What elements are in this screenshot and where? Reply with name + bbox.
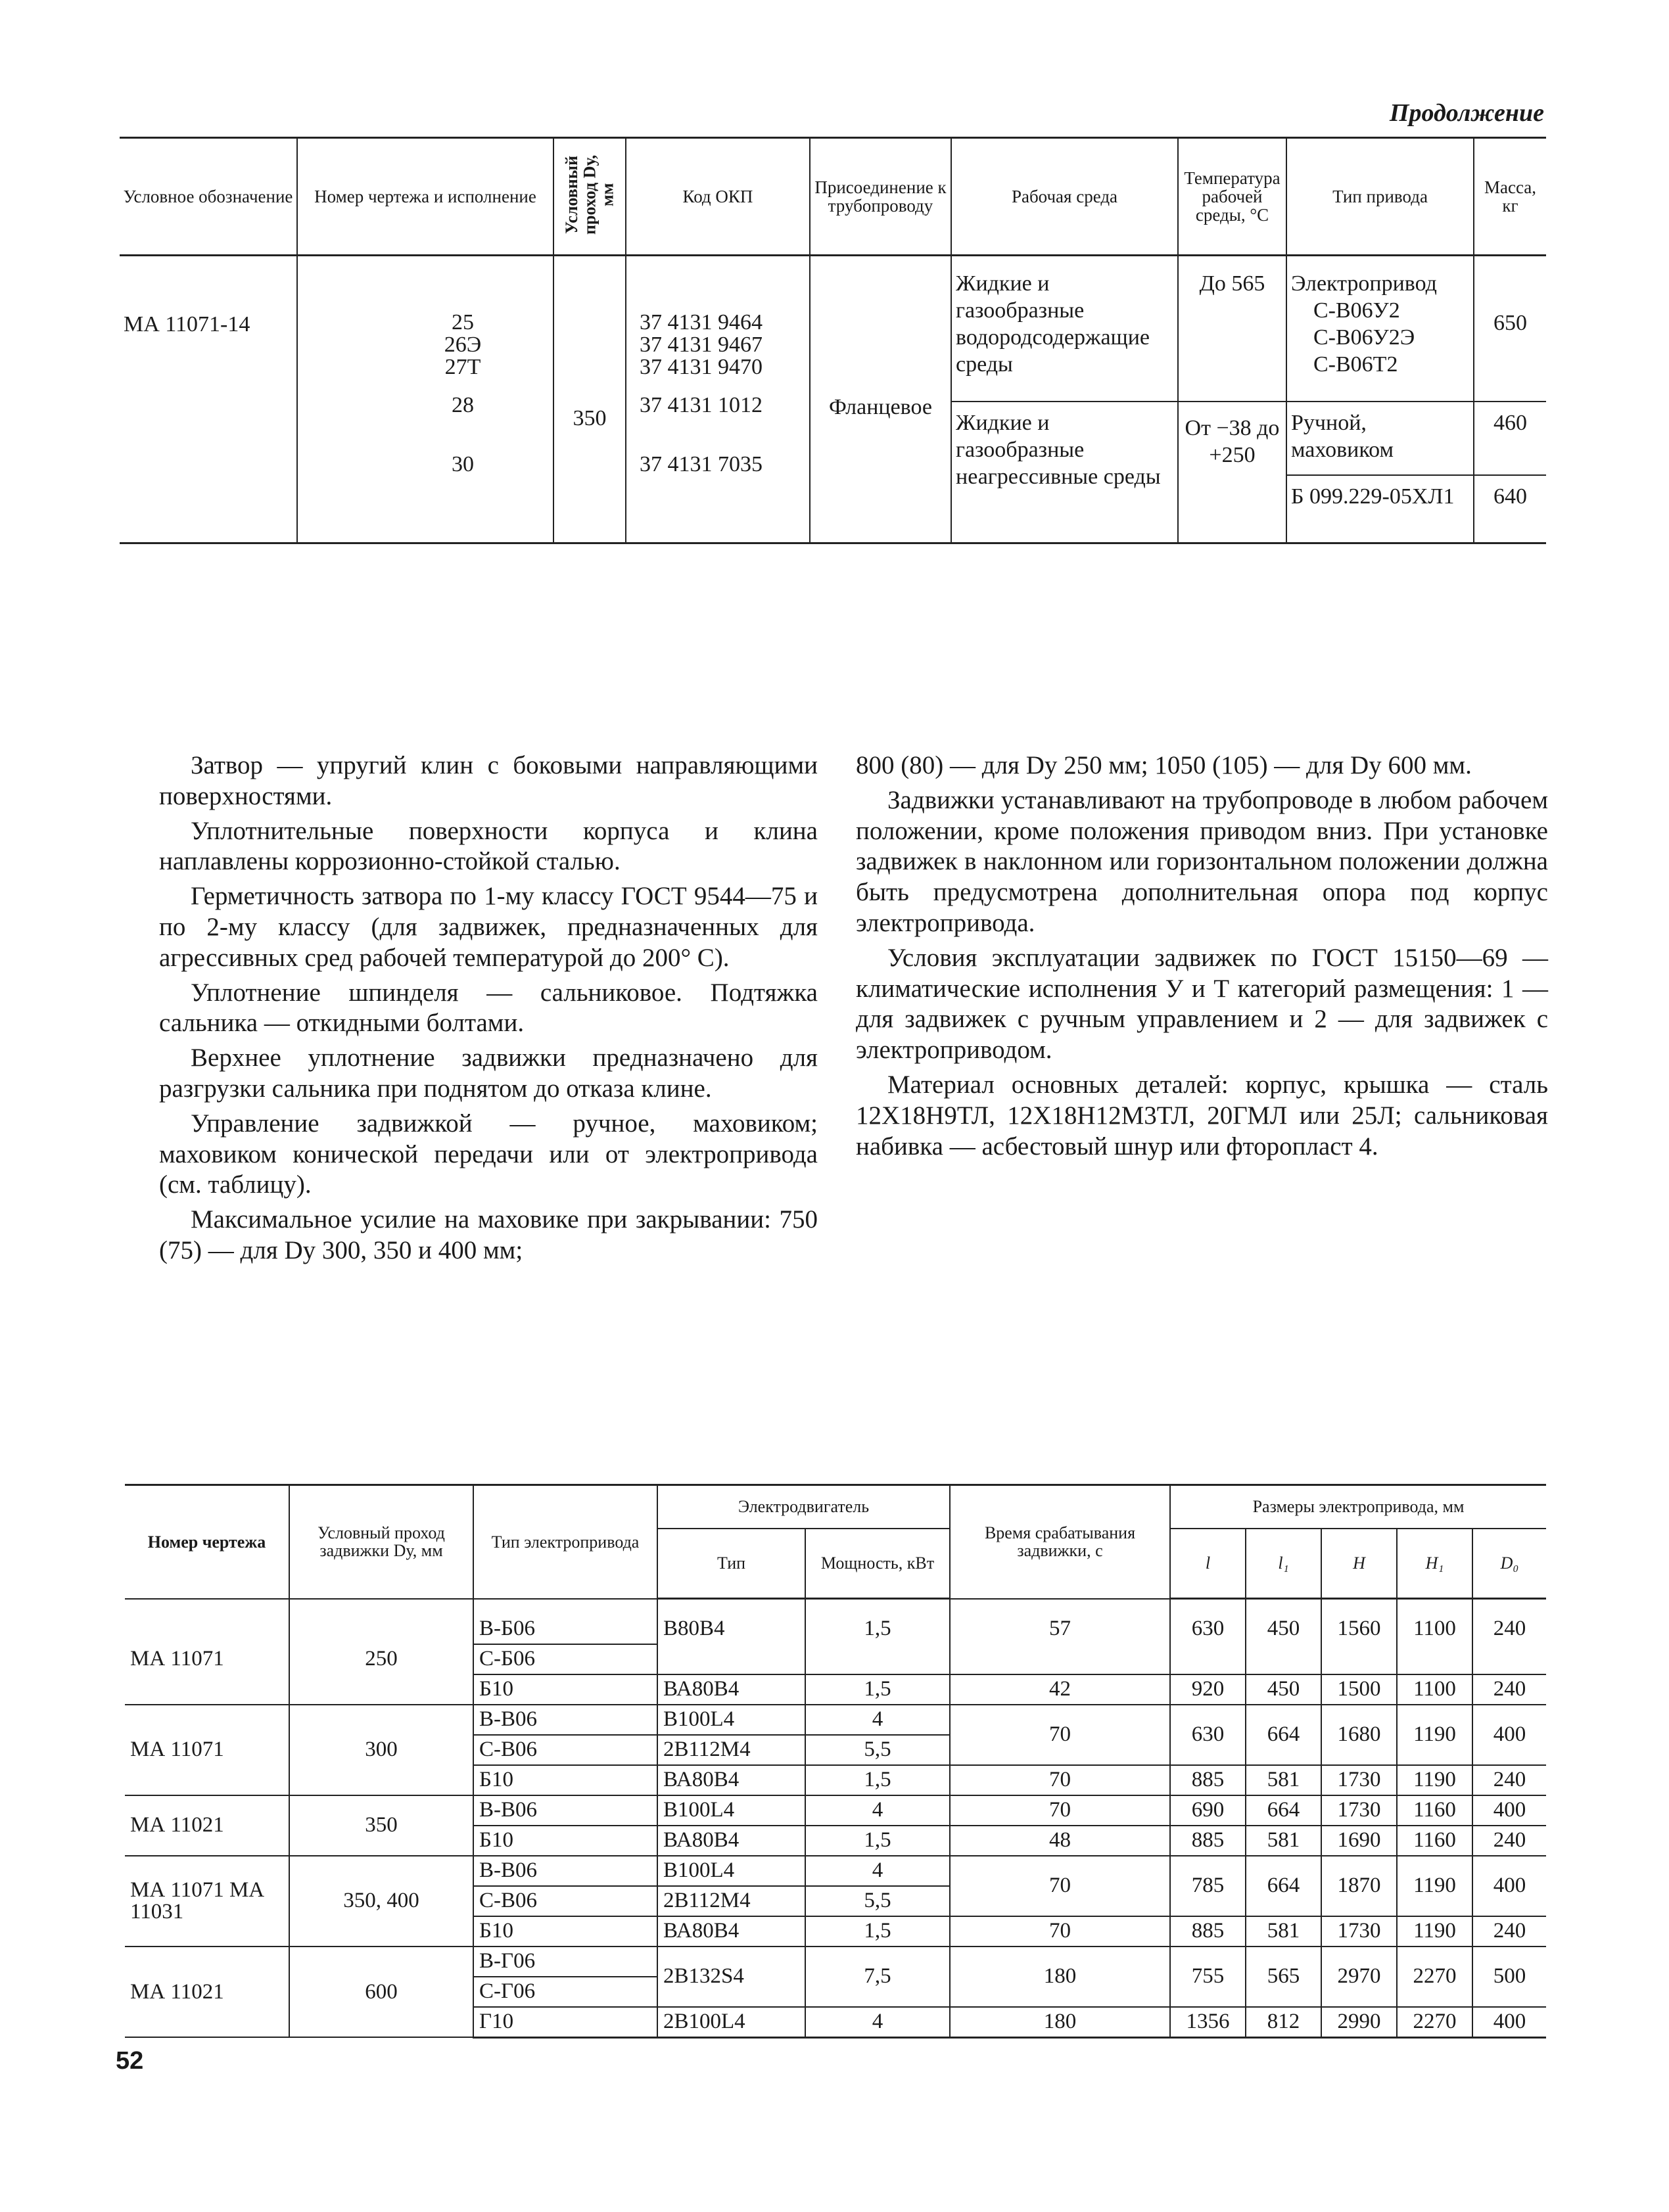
- dn-cell: 250: [289, 1599, 473, 1705]
- designation-cell: МА 11071-14: [120, 256, 297, 543]
- drive-type-cell: В-Б06: [473, 1599, 657, 1644]
- variants-cell: 25 26Э 27Т 28 30: [297, 256, 553, 543]
- paragraph: Максимальное усилие на маховике при закрывании: 750 (75) — для Dу 300, 350 и 400 мм;: [159, 1205, 818, 1264]
- medium-cell: Жидкие и газообразные водородсодержащие среды Жидкие и газообразные неагрессивные среды: [951, 256, 1178, 543]
- connection-cell: Фланцевое: [810, 256, 951, 543]
- dn-cell: 350, 400: [289, 1856, 473, 1947]
- power-cell: 4: [805, 1856, 950, 1886]
- dim-l-cell: 785: [1170, 1856, 1246, 1916]
- power-cell: 4: [805, 1705, 950, 1735]
- time-cell: 57: [950, 1599, 1170, 1674]
- dim-H1-cell: 2270: [1397, 2007, 1472, 2038]
- dim-H-cell: 1730: [1321, 1795, 1397, 1826]
- time-cell: 70: [950, 1765, 1170, 1795]
- paragraph: Управление задвижкой — ручное, маховиком; маховиком конической передачи или от электропривода (см. таблицу).: [159, 1109, 818, 1199]
- motor-type-cell: В100L4: [657, 1705, 805, 1735]
- header-dimensions: Размеры электропривода, мм: [1170, 1485, 1546, 1529]
- dim-l1-cell: 812: [1246, 2007, 1321, 2038]
- dim-l1-cell: 581: [1246, 1765, 1321, 1795]
- dim-H1-cell: 1100: [1397, 1674, 1472, 1705]
- dim-D0-cell: 240: [1472, 1765, 1546, 1795]
- drive-type-cell: В-В06: [473, 1705, 657, 1735]
- time-cell: 70: [950, 1916, 1170, 1947]
- motor-type-cell: 2В100L4: [657, 2007, 805, 2038]
- motor-type-cell: ВА80В4: [657, 1765, 805, 1795]
- motor-type-cell: ВА80В4: [657, 1674, 805, 1705]
- dim-l-cell: 885: [1170, 1916, 1246, 1947]
- dim-l1-cell: 581: [1246, 1826, 1321, 1856]
- power-cell: 7,5: [805, 1947, 950, 2007]
- drive-type-cell: Б10: [473, 1765, 657, 1795]
- paragraph: 800 (80) — для Dу 250 мм; 1050 (105) — для Dу 600 мм.: [856, 751, 1472, 779]
- dim-l-cell: 755: [1170, 1947, 1246, 2007]
- valve-spec-table: [120, 137, 1546, 544]
- header-dn: Условный проход задвижки Dу, мм: [289, 1485, 473, 1599]
- dim-l-cell: 885: [1170, 1826, 1246, 1856]
- dim-H-cell: 2990: [1321, 2007, 1397, 2038]
- motor-type-cell: В100L4: [657, 1795, 805, 1826]
- mass-cell: 650 460 640: [1474, 256, 1546, 543]
- dim-H1-cell: 1190: [1397, 1916, 1472, 1947]
- time-cell: 180: [950, 1947, 1170, 2007]
- continuation-label: Продолжение: [1389, 99, 1544, 127]
- time-cell: 48: [950, 1826, 1170, 1856]
- dim-H-cell: 1730: [1321, 1765, 1397, 1795]
- header-motor: Электродвигатель: [657, 1485, 950, 1529]
- dim-l1-cell: 581: [1246, 1916, 1321, 1947]
- header-designation: Условное обозначение: [120, 138, 297, 256]
- dim-l-cell: 630: [1170, 1705, 1246, 1765]
- motor-type-cell: 2В132S4: [657, 1947, 805, 2007]
- drive-type-cell: С-В06: [473, 1886, 657, 1916]
- paragraph: Уплотнительные поверхности корпуса и клина наплавлены коррозионно-стойкой сталью.: [159, 816, 818, 876]
- drive-type-cell: С-В06: [473, 1735, 657, 1765]
- header-drive-type: Тип электропривода: [473, 1485, 657, 1599]
- paragraph: Условия эксплуатации задвижек по ГОСТ 15150—69 — климатические исполнения У и Т категорий размещения: 1 — для задвижек с ручным управлением и 2 — для задвижек с электроприводом.: [856, 943, 1548, 1065]
- power-cell: 1,5: [805, 1916, 950, 1947]
- power-cell: 1,5: [805, 1674, 950, 1705]
- dim-l-cell: 885: [1170, 1765, 1246, 1795]
- power-cell: 1,5: [805, 1826, 950, 1856]
- header-response-time: Время срабатывания задвижки, с: [950, 1485, 1170, 1599]
- header-H: H: [1321, 1529, 1397, 1599]
- header-l: l: [1170, 1529, 1246, 1599]
- dn-cell: 350: [289, 1795, 473, 1856]
- dim-l1-cell: 664: [1246, 1856, 1321, 1916]
- motor-type-cell: ВА80В4: [657, 1916, 805, 1947]
- dim-H1-cell: 1190: [1397, 1705, 1472, 1765]
- page-number: 52: [116, 2047, 144, 2075]
- header-drawing: Номер чертежа: [125, 1485, 289, 1599]
- drawing-cell: МА 11071: [125, 1705, 289, 1795]
- power-cell: 1,5: [805, 1599, 950, 1674]
- table-row: [125, 1705, 1546, 1735]
- motor-type-cell: ВА80В4: [657, 1826, 805, 1856]
- header-D0: D₀: [1472, 1529, 1546, 1599]
- power-cell: 4: [805, 1795, 950, 1826]
- power-cell: 5,5: [805, 1735, 950, 1765]
- motor-type-cell: В80В4: [657, 1599, 805, 1674]
- dim-D0-cell: 240: [1472, 1674, 1546, 1705]
- time-cell: 70: [950, 1856, 1170, 1916]
- paragraph: Уплотнение шпинделя — сальниковое. Подтяжка сальника — откидными болтами.: [159, 978, 818, 1038]
- drive-type-cell: В-В06: [473, 1856, 657, 1886]
- power-cell: 5,5: [805, 1886, 950, 1916]
- drive-type-cell: Г10: [473, 2007, 657, 2038]
- header-l1: l₁: [1246, 1529, 1321, 1599]
- dim-D0-cell: 240: [1472, 1826, 1546, 1856]
- drive-type-cell: Б10: [473, 1916, 657, 1947]
- drawing-cell: МА 11021: [125, 1795, 289, 1856]
- header-power: Мощность, кВт: [805, 1529, 950, 1599]
- drive-type-cell: С-Б06: [473, 1644, 657, 1674]
- dim-l1-cell: 664: [1246, 1705, 1321, 1765]
- table-row: [125, 1947, 1546, 1977]
- dim-D0-cell: 400: [1472, 1795, 1546, 1826]
- dn-cell: 300: [289, 1705, 473, 1795]
- time-cell: 42: [950, 1674, 1170, 1705]
- paragraph: Верхнее уплотнение задвижки предназначено для разгрузки сальника при поднятом до отказа клине.: [159, 1044, 818, 1103]
- paragraph: Герметичность затвора по 1-му классу ГОСТ 9544—75 и по 2-му классу (для задвижек, предназначенных для агрессивных сред рабочей температурой до 200° С).: [159, 882, 818, 972]
- temperature-cell: До 565 От −38 до +250: [1178, 256, 1286, 543]
- time-cell: 180: [950, 2007, 1170, 2038]
- dim-H1-cell: 2270: [1397, 1947, 1472, 2007]
- dim-H-cell: 2970: [1321, 1947, 1397, 2007]
- drawing-cell: МА 11071 МА 11031: [125, 1856, 289, 1947]
- header-drawing-variant: Номер чертежа и исполнение: [297, 138, 553, 256]
- dim-H1-cell: 1190: [1397, 1765, 1472, 1795]
- table-row: [125, 1795, 1546, 1826]
- dim-H-cell: 1500: [1321, 1674, 1397, 1705]
- dim-D0-cell: 240: [1472, 1916, 1546, 1947]
- paragraph: Затвор — упругий клин с боковыми направляющими поверхностями.: [159, 751, 818, 810]
- dim-H1-cell: 1100: [1397, 1599, 1472, 1674]
- paragraph: Задвижки устанавливают на трубопроводе в любом рабочем положении, кроме положения приводом вниз. При установке задвижек в наклонном или горизонтальном положении должна быть предусмотрена дополнительная опора под корпус электропривода.: [856, 785, 1548, 937]
- header-temperature: Температура рабочей среды, °С: [1178, 138, 1286, 256]
- power-cell: 4: [805, 2007, 950, 2038]
- header-motor-type: Тип: [657, 1529, 805, 1599]
- time-cell: 70: [950, 1705, 1170, 1765]
- header-medium: Рабочая среда: [951, 138, 1178, 256]
- dim-D0-cell: 240: [1472, 1599, 1546, 1674]
- dim-l1-cell: 664: [1246, 1795, 1321, 1826]
- dim-l-cell: 920: [1170, 1674, 1246, 1705]
- header-okp: Код ОКП: [626, 138, 810, 256]
- motor-type-cell: 2В112М4: [657, 1886, 805, 1916]
- dim-l-cell: 1356: [1170, 2007, 1246, 2038]
- dim-D0-cell: 500: [1472, 1947, 1546, 2007]
- dim-H-cell: 1690: [1321, 1826, 1397, 1856]
- dim-H-cell: 1560: [1321, 1599, 1397, 1674]
- dim-l-cell: 690: [1170, 1795, 1246, 1826]
- header-connection: Присоединение к трубопроводу: [810, 138, 951, 256]
- dim-H1-cell: 1160: [1397, 1826, 1472, 1856]
- drive-type-cell: Б10: [473, 1826, 657, 1856]
- header-H1: H₁: [1397, 1529, 1472, 1599]
- dim-H-cell: 1730: [1321, 1916, 1397, 1947]
- body-text-right: [856, 750, 1548, 1166]
- dim-l1-cell: 450: [1246, 1674, 1321, 1705]
- dn-cell: 600: [289, 1947, 473, 2038]
- header-dn: Условный проход Dу, мм: [553, 138, 626, 256]
- drive-type-cell: В-В06: [473, 1795, 657, 1826]
- motor-type-cell: В100L4: [657, 1856, 805, 1886]
- dim-l1-cell: 450: [1246, 1599, 1321, 1674]
- okp-cell: 37 4131 9464 37 4131 9467 37 4131 9470 37 4131 1012 37 4131 7035: [626, 256, 810, 543]
- dim-D0-cell: 400: [1472, 1856, 1546, 1916]
- dim-H-cell: 1870: [1321, 1856, 1397, 1916]
- drawing-cell: МА 11021: [125, 1947, 289, 2038]
- header-mass: Масса, кг: [1474, 138, 1546, 256]
- electric-drive-table: [125, 1484, 1546, 2039]
- dn-cell: 350: [553, 256, 626, 543]
- dim-l1-cell: 565: [1246, 1947, 1321, 2007]
- table-row: [125, 1599, 1546, 1644]
- header-drive-type: Тип привода: [1286, 138, 1474, 256]
- dim-H1-cell: 1190: [1397, 1856, 1472, 1916]
- drive-type-cell: Электропривод С-В06У2 С-В06У2Э С-В06Т2 Ручной, маховиком Б 099.229-05ХЛ1: [1286, 256, 1474, 543]
- power-cell: 1,5: [805, 1765, 950, 1795]
- motor-type-cell: 2В112М4: [657, 1735, 805, 1765]
- drive-type-cell: Б10: [473, 1674, 657, 1705]
- dim-l-cell: 630: [1170, 1599, 1246, 1674]
- body-text-left: [159, 750, 818, 1270]
- drive-type-cell: С-Г06: [473, 1977, 657, 2007]
- dim-D0-cell: 400: [1472, 1705, 1546, 1765]
- time-cell: 70: [950, 1795, 1170, 1826]
- drive-type-cell: В-Г06: [473, 1947, 657, 1977]
- table-row: [125, 1856, 1546, 1886]
- dim-H1-cell: 1160: [1397, 1795, 1472, 1826]
- paragraph: Материал основных деталей: корпус, крышка — сталь 12Х18Н9ТЛ, 12Х18Н12М3ТЛ, 20ГМЛ или 25Л; сальниковая набивка — асбестовый шнур или фторопласт 4.: [856, 1070, 1548, 1161]
- drawing-cell: МА 11071: [125, 1599, 289, 1705]
- dim-H-cell: 1680: [1321, 1705, 1397, 1765]
- dim-D0-cell: 400: [1472, 2007, 1546, 2038]
- table-row: [120, 256, 1546, 543]
